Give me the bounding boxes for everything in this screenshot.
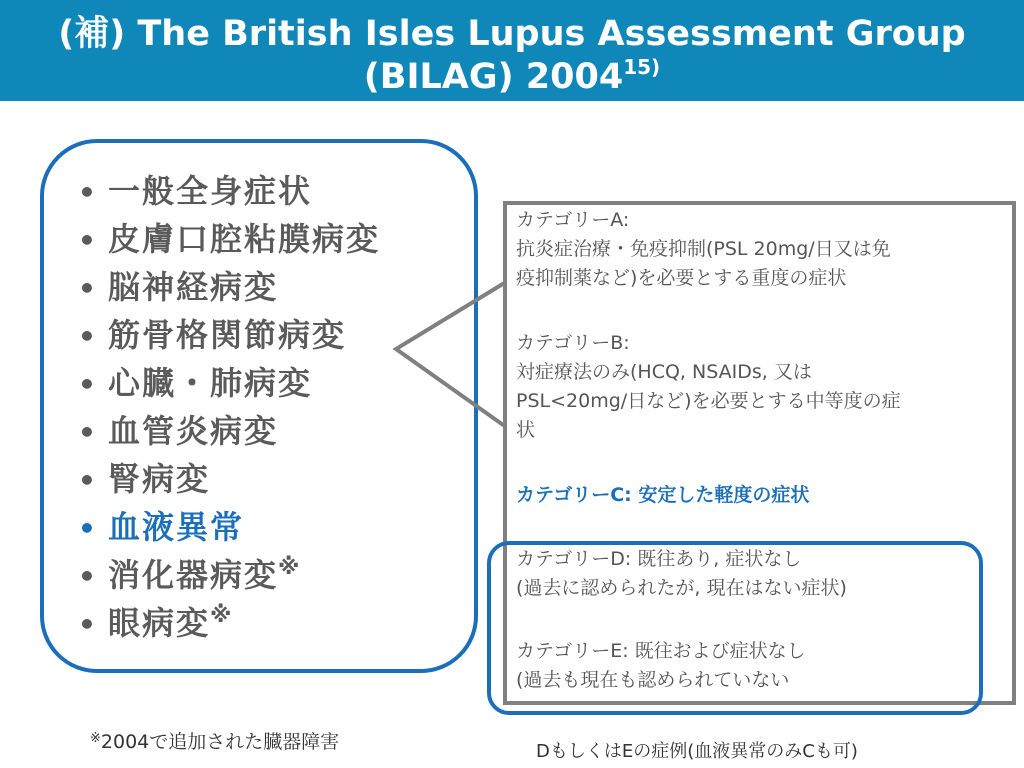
bullet: • bbox=[78, 416, 98, 449]
organ-item-ophthalmic bbox=[78, 599, 380, 647]
organ-item-label: 筋骨格関節病変 bbox=[108, 316, 347, 354]
page-title-line2-text: (BILAG) 2004 bbox=[363, 57, 624, 97]
footnote-de-cases: DもしくはEの症例(血液異常のみCも可) bbox=[536, 741, 858, 762]
organ-item-cardiorespiratory bbox=[78, 359, 380, 407]
organ-item-gastrointestinal bbox=[78, 551, 380, 599]
category-d-line2: (過去に認められたが, 現在はない症状) bbox=[516, 577, 847, 599]
category-b-line3: 状 bbox=[516, 419, 536, 441]
bullet: • bbox=[78, 320, 98, 353]
category-a-title: カテゴリーA: bbox=[516, 209, 630, 231]
organ-item-label: 血管炎病変 bbox=[108, 412, 279, 450]
organ-item-label: 血液異常 bbox=[108, 508, 245, 546]
organ-item-label: 脳神経病変 bbox=[108, 268, 279, 306]
organ-item-vasculitis bbox=[78, 407, 380, 455]
bullet: • bbox=[78, 560, 98, 593]
organ-item-label: 皮膚口腔粘膜病変 bbox=[108, 220, 381, 258]
reference-superscript: 15) bbox=[623, 55, 661, 79]
category-c-line: カテゴリーC: 安定した軽度の症状 bbox=[516, 484, 810, 506]
organ-item-label: 心臓・肺病変 bbox=[108, 364, 313, 402]
bullet: • bbox=[78, 224, 98, 257]
note-mark: ※ bbox=[278, 555, 302, 580]
bullet: • bbox=[78, 368, 98, 401]
category-a-line2: 疫抑制薬など)を必要とする重度の症状 bbox=[516, 267, 847, 289]
organ-item-neuro bbox=[78, 263, 380, 311]
organ-item-label: 一般全身症状 bbox=[108, 172, 313, 210]
category-b-line2: PSL<20mg/日など)を必要とする中等度の症 bbox=[516, 390, 901, 412]
category-d-line1: カテゴリーD: 既往あり, 症状なし bbox=[516, 548, 802, 570]
organ-item-renal bbox=[78, 455, 380, 503]
bullet: • bbox=[78, 464, 98, 497]
category-e-line1: カテゴリーE: 既往および症状なし bbox=[516, 640, 806, 662]
bullet: • bbox=[78, 512, 98, 545]
bullet: • bbox=[78, 272, 98, 305]
category-connector bbox=[396, 282, 506, 427]
organ-list bbox=[78, 167, 380, 647]
bullet: • bbox=[78, 176, 98, 209]
category-a-line1: 抗炎症治療・免疫抑制(PSL 20mg/日又は免 bbox=[516, 238, 891, 260]
footnote-text: 2004で追加された臓器障害 bbox=[100, 731, 340, 753]
organ-item-mucocutaneous bbox=[78, 215, 380, 263]
note-mark: ※ bbox=[90, 731, 101, 746]
organ-item-musculoskeletal bbox=[78, 311, 380, 359]
category-b-title: カテゴリーB: bbox=[516, 332, 630, 354]
organ-item-label: 眼病変 bbox=[108, 604, 211, 642]
bullet: • bbox=[78, 608, 98, 641]
footnote-added-organs bbox=[90, 727, 339, 754]
organ-item-label: 消化器病変 bbox=[108, 556, 279, 594]
note-mark: ※ bbox=[210, 603, 234, 628]
organ-item-label: 腎病変 bbox=[108, 460, 211, 498]
page-title-line1: (補) The British Isles Lupus Assessment Group bbox=[58, 14, 966, 54]
organ-item-hematology bbox=[78, 503, 380, 551]
category-b-line1: 対症療法のみ(HCQ, NSAIDs, 又は bbox=[516, 361, 812, 383]
category-e-line2: (過去も現在も認められていない bbox=[516, 669, 790, 691]
organ-item-general bbox=[78, 167, 380, 215]
